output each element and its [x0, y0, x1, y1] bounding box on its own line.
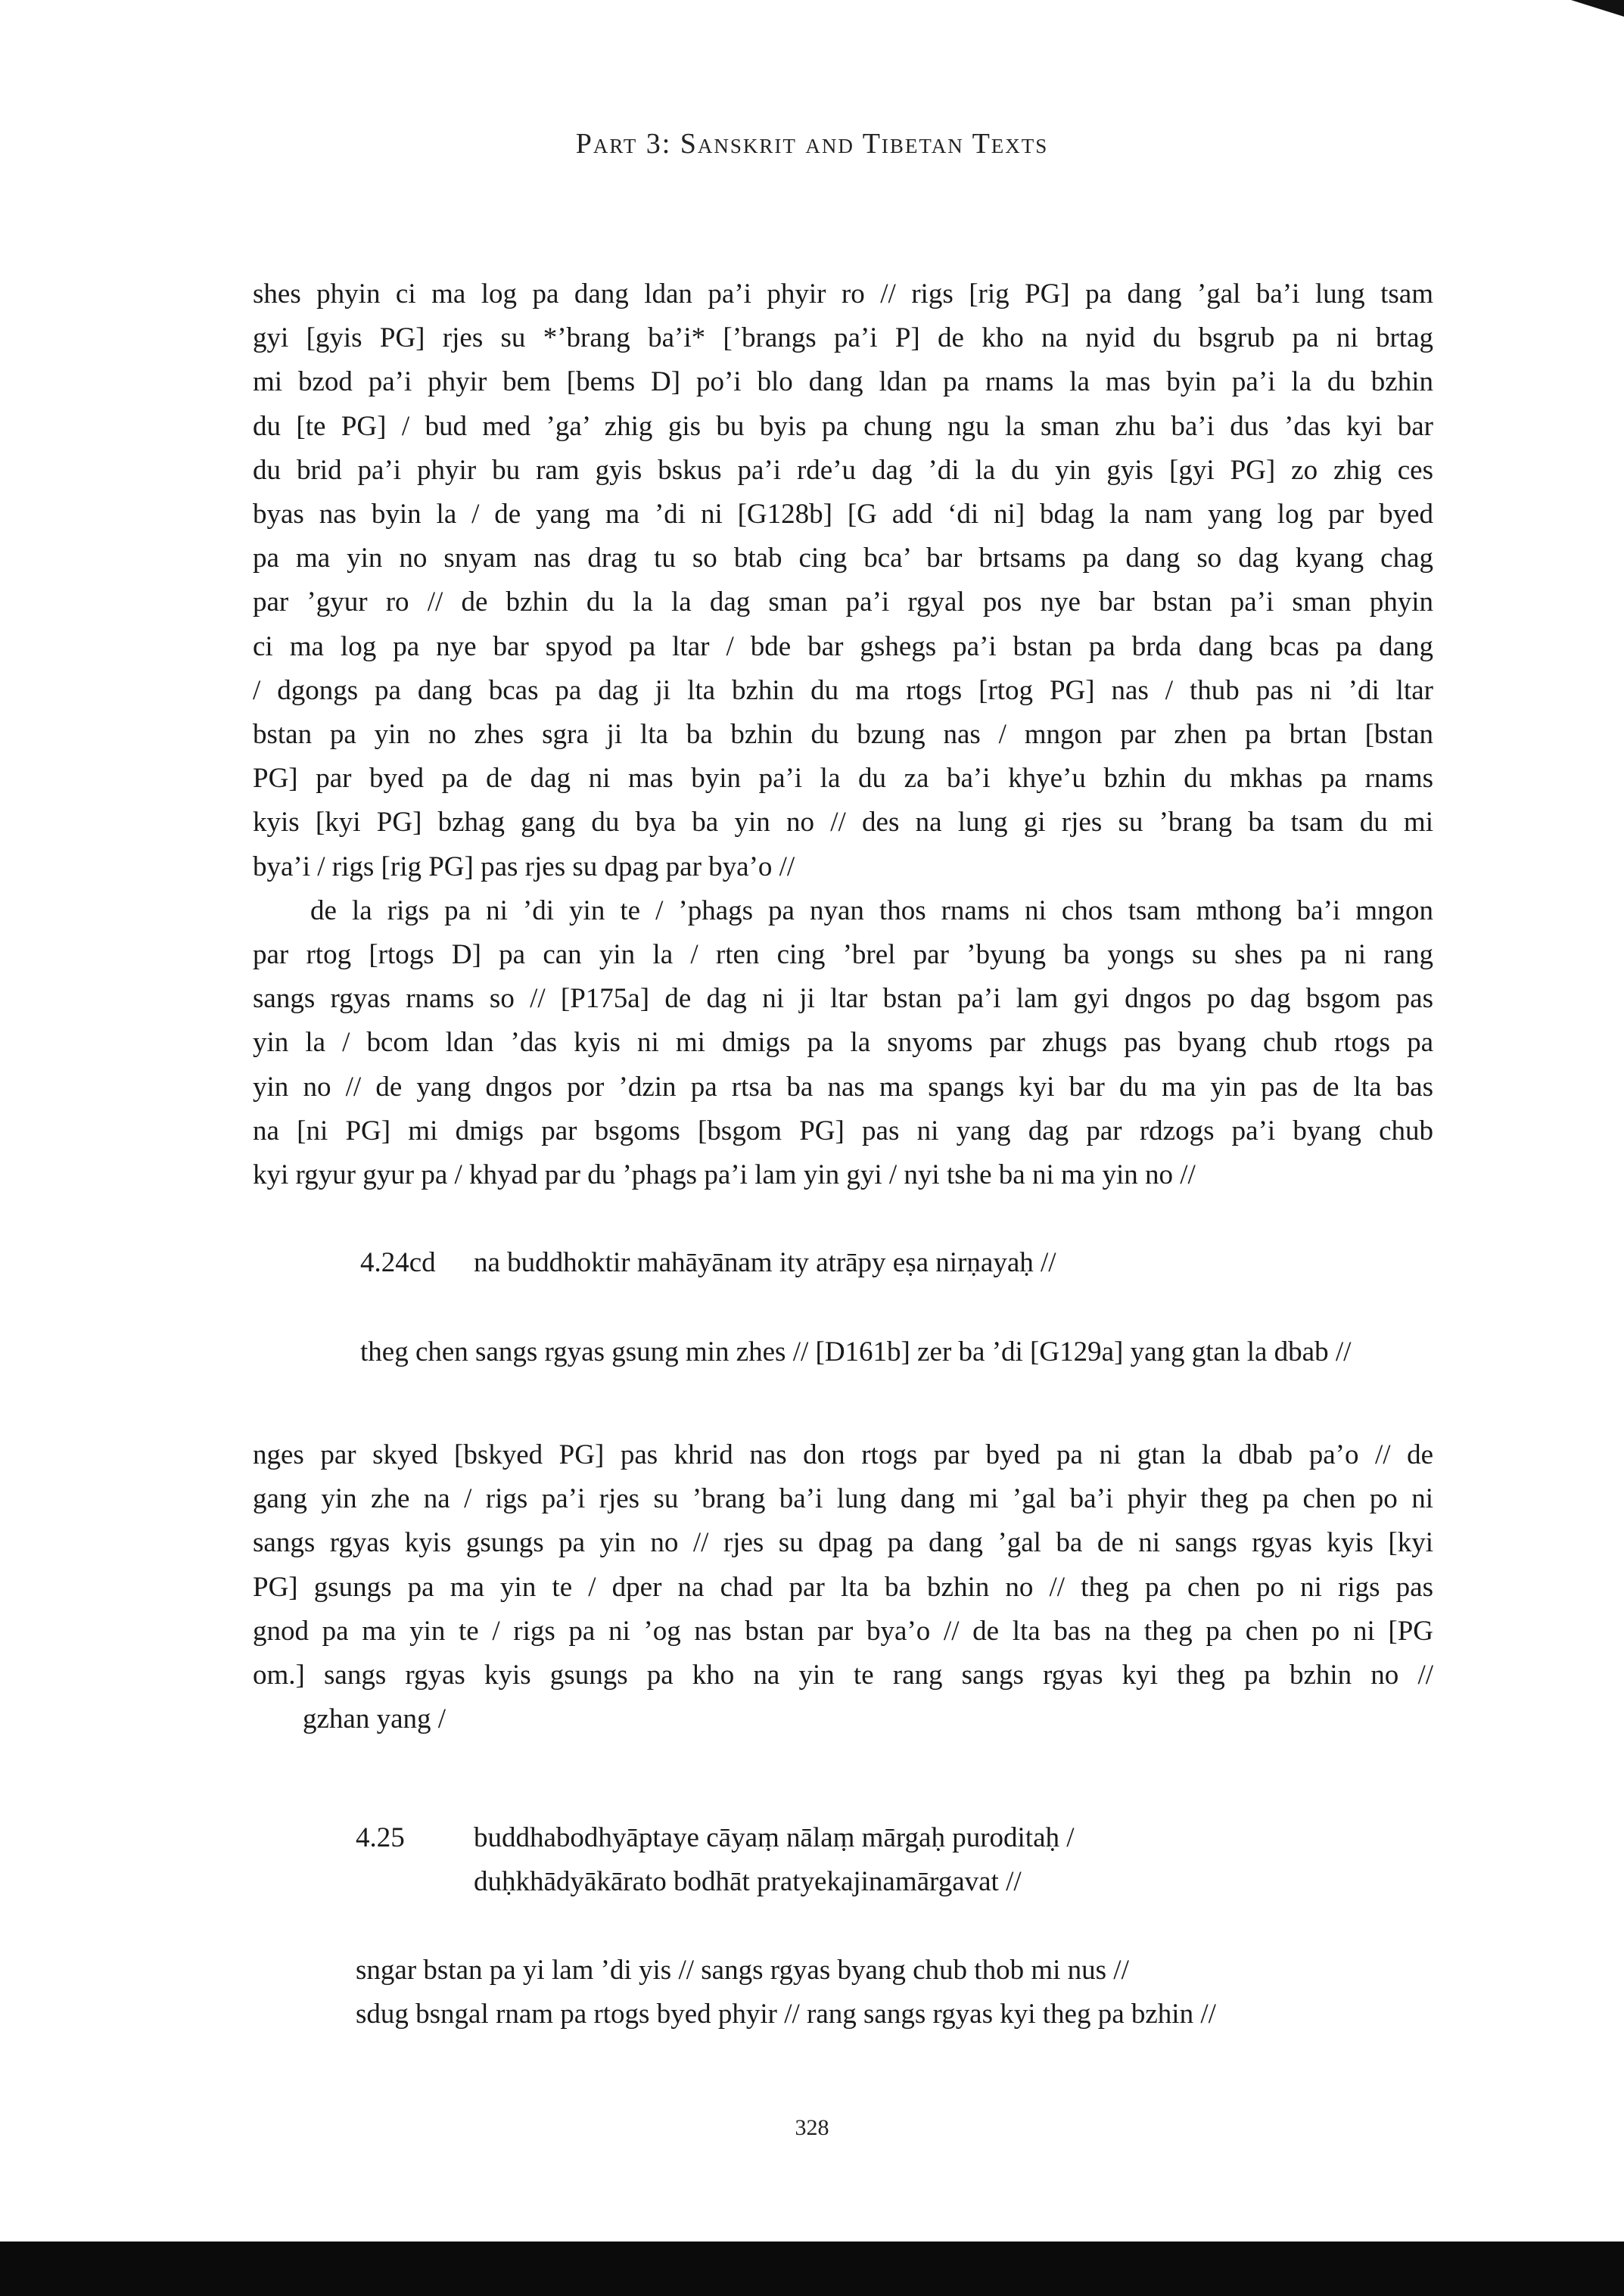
text-line: shes phyin ci ma log pa dang ldan pa’i phyir ro // rigs [rig PG] pa dang ’gal ba’i lung tsam — [253, 278, 1433, 310]
text-line: gyi [gyis PG] rjes su *’brang ba’i* [’brangs pa’i P] de kho na nyid du bsgrub pa ni brtag — [253, 322, 1433, 354]
text-line: kyis [kyi PG] bzhag gang du bya ba yin no // des na lung gi rjes su ’brang ba tsam du mi — [253, 807, 1433, 838]
text-line: sangs rgyas rnams so // [P175a] de dag ni ji ltar bstan pa’i lam gyi dngos po dag bsgom pas — [253, 983, 1433, 1015]
text-line: na [ni PG] mi dmigs par bsgoms [bsgom PG] pas ni yang dag par rdzogs pa’i byang chub — [253, 1115, 1433, 1146]
text-line: pa ma yin no snyam nas drag tu so btab cing bca’ bar brtsams pa dang so dag kyang chag — [253, 543, 1433, 574]
verse-number: 4.24cd — [360, 1247, 436, 1278]
text-line: gnod pa ma yin te / rigs pa ni ’og nas bstan par bya’o // de lta bas na theg pa chen po ni [PG — [253, 1615, 1433, 1647]
verse-4-25-number: 4.25 — [356, 1822, 405, 1853]
text-line: sangs rgyas kyis gsungs pa yin no // rjes su dpag pa dang ’gal ba de ni sangs rgyas kyis [kyi — [253, 1527, 1433, 1559]
text-line: PG] gsungs pa ma yin te / dper na chad par lta ba bzhin no // theg pa chen po ni rigs pas — [253, 1571, 1433, 1603]
scan-border — [0, 2242, 1624, 2296]
text-line: byas nas byin la / de yang ma ’di ni [G128b] [G add ‘di ni] bdag la nam yang log par byed — [253, 499, 1433, 530]
verse-4-25-tibetan-line-2: sdug bsngal rnam pa rtogs byed phyir // rang sangs rgyas kyi theg pa bzhin // — [356, 1999, 1216, 2030]
verse-4-25-tibetan-line-1: sngar bstan pa yi lam ’di yis // sangs rgyas byang chub thob mi nus // — [356, 1955, 1129, 1986]
text-line: gzhan yang / — [303, 1703, 446, 1735]
text-line: yin no // de yang dngos por ’dzin pa rtsa ba nas ma spangs kyi bar du ma yin pas de lta bas — [253, 1071, 1433, 1103]
text-line: yin la / bcom ldan ’das kyis ni mi dmigs pa la snyoms par zhugs pas byang chub rtogs pa — [253, 1027, 1433, 1059]
verse-4-24-sanskrit — [360, 1241, 1056, 1285]
verse-sanskrit: na buddhoktir mahāyānam ity atrāpy eṣa nirṇayaḥ // — [474, 1247, 1056, 1278]
page-corner-mark — [1571, 0, 1624, 17]
verse-4-25-sanskrit-line-2: duḥkhādyākārato bodhāt pratyekajinamārgavat // — [474, 1866, 1022, 1897]
text-line: PG] par byed pa de dag ni mas byin pa’i la du za ba’i khye’u bzhin du mkhas pa rnams — [253, 763, 1433, 795]
verse-4-25-sanskrit-line-1: buddhabodhyāptaye cāyaṃ nālaṃ mārgaḥ puroditaḥ / — [474, 1822, 1075, 1853]
main-text-continued — [253, 1433, 1433, 1741]
text-line: ci ma log pa nye bar spyod pa ltar / bde bar gshegs pa’i bstan pa brda dang bcas pa dang — [253, 630, 1433, 662]
text-line: / dgongs pa dang bcas pa dag ji lta bzhin du ma rtogs [rtog PG] nas / thub pas ni ’di ltar — [253, 674, 1433, 706]
page-number: 328 — [795, 2115, 829, 2140]
text-line: kyi rgyur gyur pa / khyad par du ’phags pa’i lam yin gyi / nyi tshe ba ni ma yin no // — [253, 1159, 1196, 1191]
main-text — [253, 272, 1433, 1197]
text-line: par rtog [rtogs D] pa can yin la / rten cing ’brel par ’byung ba yongs su shes pa ni rang — [253, 939, 1433, 971]
text-line: bstan pa yin no zhes sgra ji lta ba bzhin du bzung nas / mngon par zhen pa brtan [bstan — [253, 719, 1433, 751]
text-line: om.] sangs rgyas kyis gsungs pa kho na yin te rang sangs rgyas kyi theg pa bzhin no // — [253, 1660, 1433, 1691]
running-head: Part 3: Sanskrit and Tibetan Texts — [575, 128, 1049, 160]
text-line: gang yin zhe na / rigs pa’i rjes su ’brang ba’i lung dang mi ’gal ba’i phyir theg pa chen po ni — [253, 1483, 1433, 1515]
text-line: du [te PG] / bud med ’ga’ zhig gis bu byis pa chung ngu la sman zhu ba’i dus ’das kyi bar — [253, 410, 1433, 442]
verse-4-24-tibetan: theg chen sangs rgyas gsung min zhes // [D161b] zer ba ’di [G129a] yang gtan la dbab // — [360, 1336, 1352, 1367]
text-line: de la rigs pa ni ’di yin te / ’phags pa nyan thos rnams ni chos tsam mthong ba’i mngon — [310, 894, 1433, 926]
text-line: bya’i / rigs [rig PG] pas rjes su dpag par bya’o // — [253, 851, 795, 882]
text-line: du brid pa’i phyir bu ram gyis bskus pa’i rde’u dag ’di la du yin gyis [gyi PG] zo zhig ces — [253, 454, 1433, 486]
text-line: par ’gyur ro // de bzhin du la la dag sman pa’i rgyal pos nye bar bstan pa’i sman phyin — [253, 586, 1433, 618]
text-line: nges par skyed [bskyed PG] pas khrid nas don rtogs par byed pa ni gtan la dbab pa’o // de — [253, 1439, 1433, 1470]
text-line: mi bzod pa’i phyir bem [bems D] po’i blo dang ldan pa rnams la mas byin pa’i la du bzhin — [253, 366, 1433, 398]
